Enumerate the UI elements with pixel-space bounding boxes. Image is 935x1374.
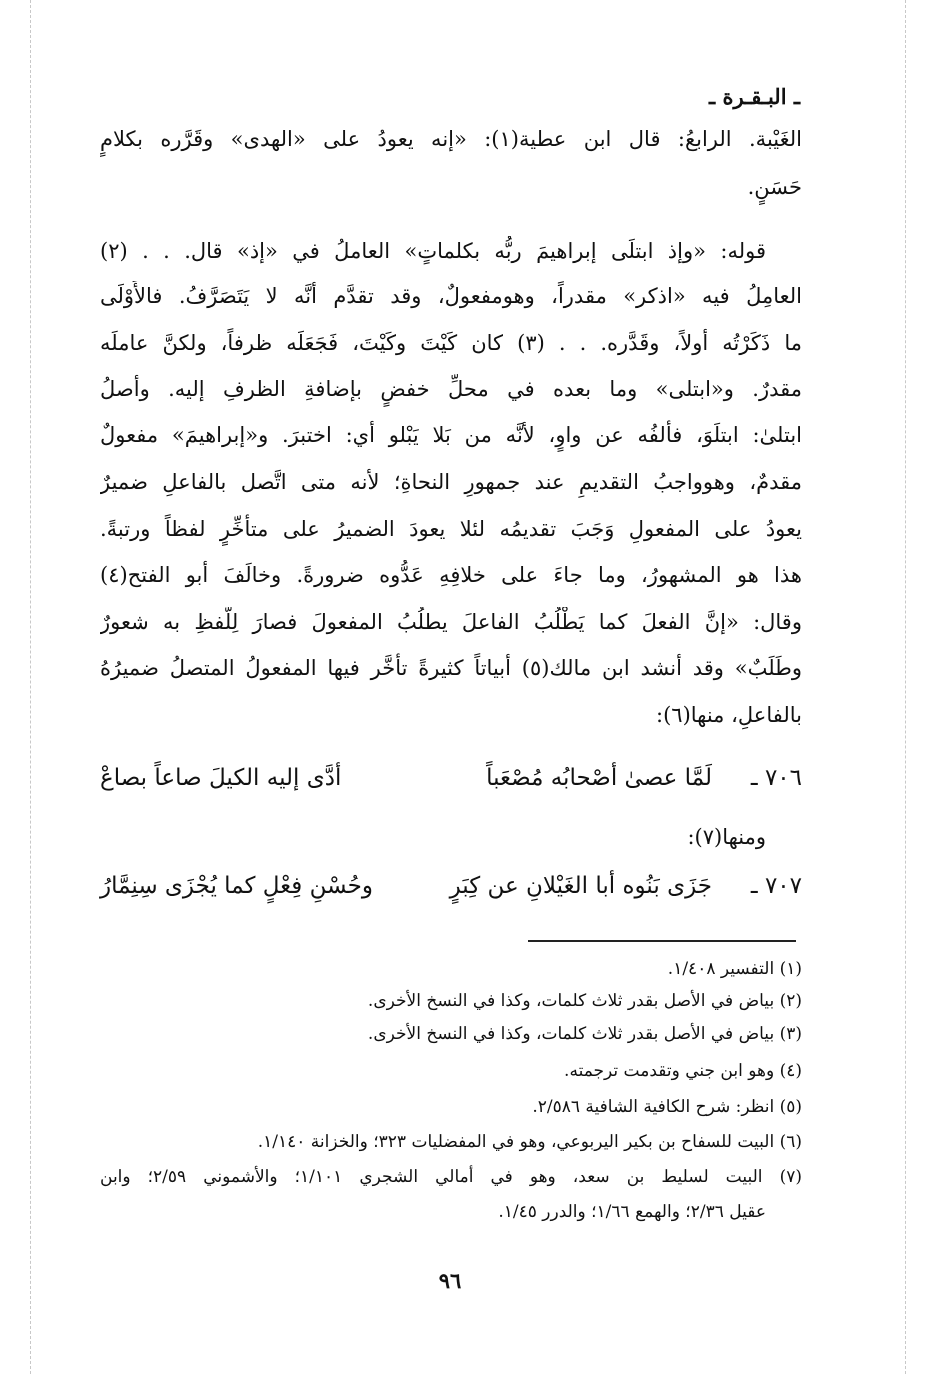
body-line: حَسَنٍ. (747, 175, 802, 199)
verse-number: ٧٠٦ ـ (750, 765, 802, 791)
body-line: الغَيْبة. الرابعُ: قال ابن عطية(١): «إنه يعودُ على «الهدى» وقَرَّره بكلامٍ (100, 127, 802, 151)
footnote: (٣) بياض في الأصل بقدر ثلاث كلمات، وكذا في النسخ الأخرى. (367, 1024, 802, 1044)
verse-first-hemistich: لَمَّا عصىٰ أصْحابُه مُصْعَباً (486, 765, 712, 791)
body-line: مقدمٌ، وهوواجبُ التقديمِ عند جمهورِ النحاةِ؛ لأنه متى اتَّصل بالفاعلِ ضميرٌ (100, 470, 802, 494)
body-line: ما ذَكَرْتُه أولاً، وقَدَّره. . . (٣) كان كَيْتَ وكَيْتَ، فَجَعَلَه ظرفاً، ولكنَّ عاملَه (100, 331, 802, 355)
verse-number: ٧٠٧ ـ (750, 873, 802, 899)
verse-second-hemistich: أدَّى إليه الكيلَ صاعاً بصاعْ (100, 765, 342, 791)
footnote: (٢) بياض في الأصل بقدر ثلاث كلمات، وكذا في النسخ الأخرى. (367, 991, 802, 1011)
body-line: ابتلىٰ: ابتلَوَ، فألفُه عن واوٍ، لأنَّه من بَلا يَبْلو أي: اختبرَ. و«إبراهيمَ» مفعولٌ (100, 423, 802, 447)
verse-second-hemistich: وحُسْنِ فِعْلٍ كما يُجْزَى سِنِمَّارُ (100, 873, 373, 899)
verse-706 (100, 760, 802, 800)
body-line: هذا هو المشهورُ، وما جاءَ على خلافِهِ عَدُّوه ضرورةً. وخالَفَ أبو الفتح(٤) (100, 563, 802, 587)
footnote: (٤) وهو ابن جني وتقدمت ترجمته. (564, 1061, 802, 1081)
body-line: ومنها(٧): (687, 825, 766, 849)
footnote-separator (528, 940, 796, 942)
body-line: يعودُ على المفعولِ وَجَبَ تقديمُه لئلا يعودَ الضميرُ على متأخِّرٍ لفظاً ورتبةً. (100, 517, 802, 541)
body-line: مقدرٌ. و«ابتلى» وما بعده في محلِّ خفضٍ بإضافةِ الظرفِ إليه. وأصلُ (100, 377, 802, 401)
body-line: بالفاعلِ، منها(٦): (656, 703, 802, 727)
footnote-continuation: عقيل ٢/٣٦؛ والهمع ١/٦٦؛ والدرر ١/٤٥. (498, 1202, 766, 1222)
verse-707 (100, 868, 802, 908)
body-line: وقال: «إنَّ الفعلَ كما يَطْلُبُ الفاعلَ يطلُبُ المفعولَ فصارَ لِلَّفظِ به شعورٌ (100, 610, 802, 634)
scan-edge-right (905, 0, 906, 1374)
scan-edge-left (30, 0, 31, 1374)
body-line: العامِلُ فيه «اذكر» مقدراً، وهومفعولٌ، وقد تقدَّم أنَّه لا يَتَصَرَّفُ. فالأَوْلَى (100, 284, 802, 308)
body-line: وطَلَبٌ» وقد أنشد ابن مالك(٥) أبياتاً كثيرةً تأخَّر فيها المفعولُ المتصلُ ضميرُهُ (100, 656, 802, 680)
body-line: قوله: «وإذ ابتلَى إبراهيمَ ربُّه بكلماتٍ» العاملُ في «إذ» قال. . . (٢) (100, 239, 766, 263)
running-header: ـ البـقـرة ـ (708, 84, 800, 109)
footnote: (٦) البيت للسفاح بن بكير اليربوعي، وهو في المفضليات ٣٢٣؛ والخزانة ١/١٤٠. (257, 1132, 802, 1152)
page-number: ٩٦ (438, 1268, 462, 1293)
footnote: (٧) البيت لسليط بن سعد، وهو في أمالي الشجري ١/١٠١؛ والأشموني ٢/٥٩؛ وابن (100, 1167, 802, 1187)
footnote: (١) التفسير ١/٤٠٨. (667, 959, 802, 979)
footnote: (٥) انظر: شرح الكافية الشافية ٢/٥٨٦. (532, 1097, 802, 1117)
verse-first-hemistich: جَزَى بَنُوه أبا الغَيْلانِ عن كِبَرٍ (449, 873, 712, 899)
